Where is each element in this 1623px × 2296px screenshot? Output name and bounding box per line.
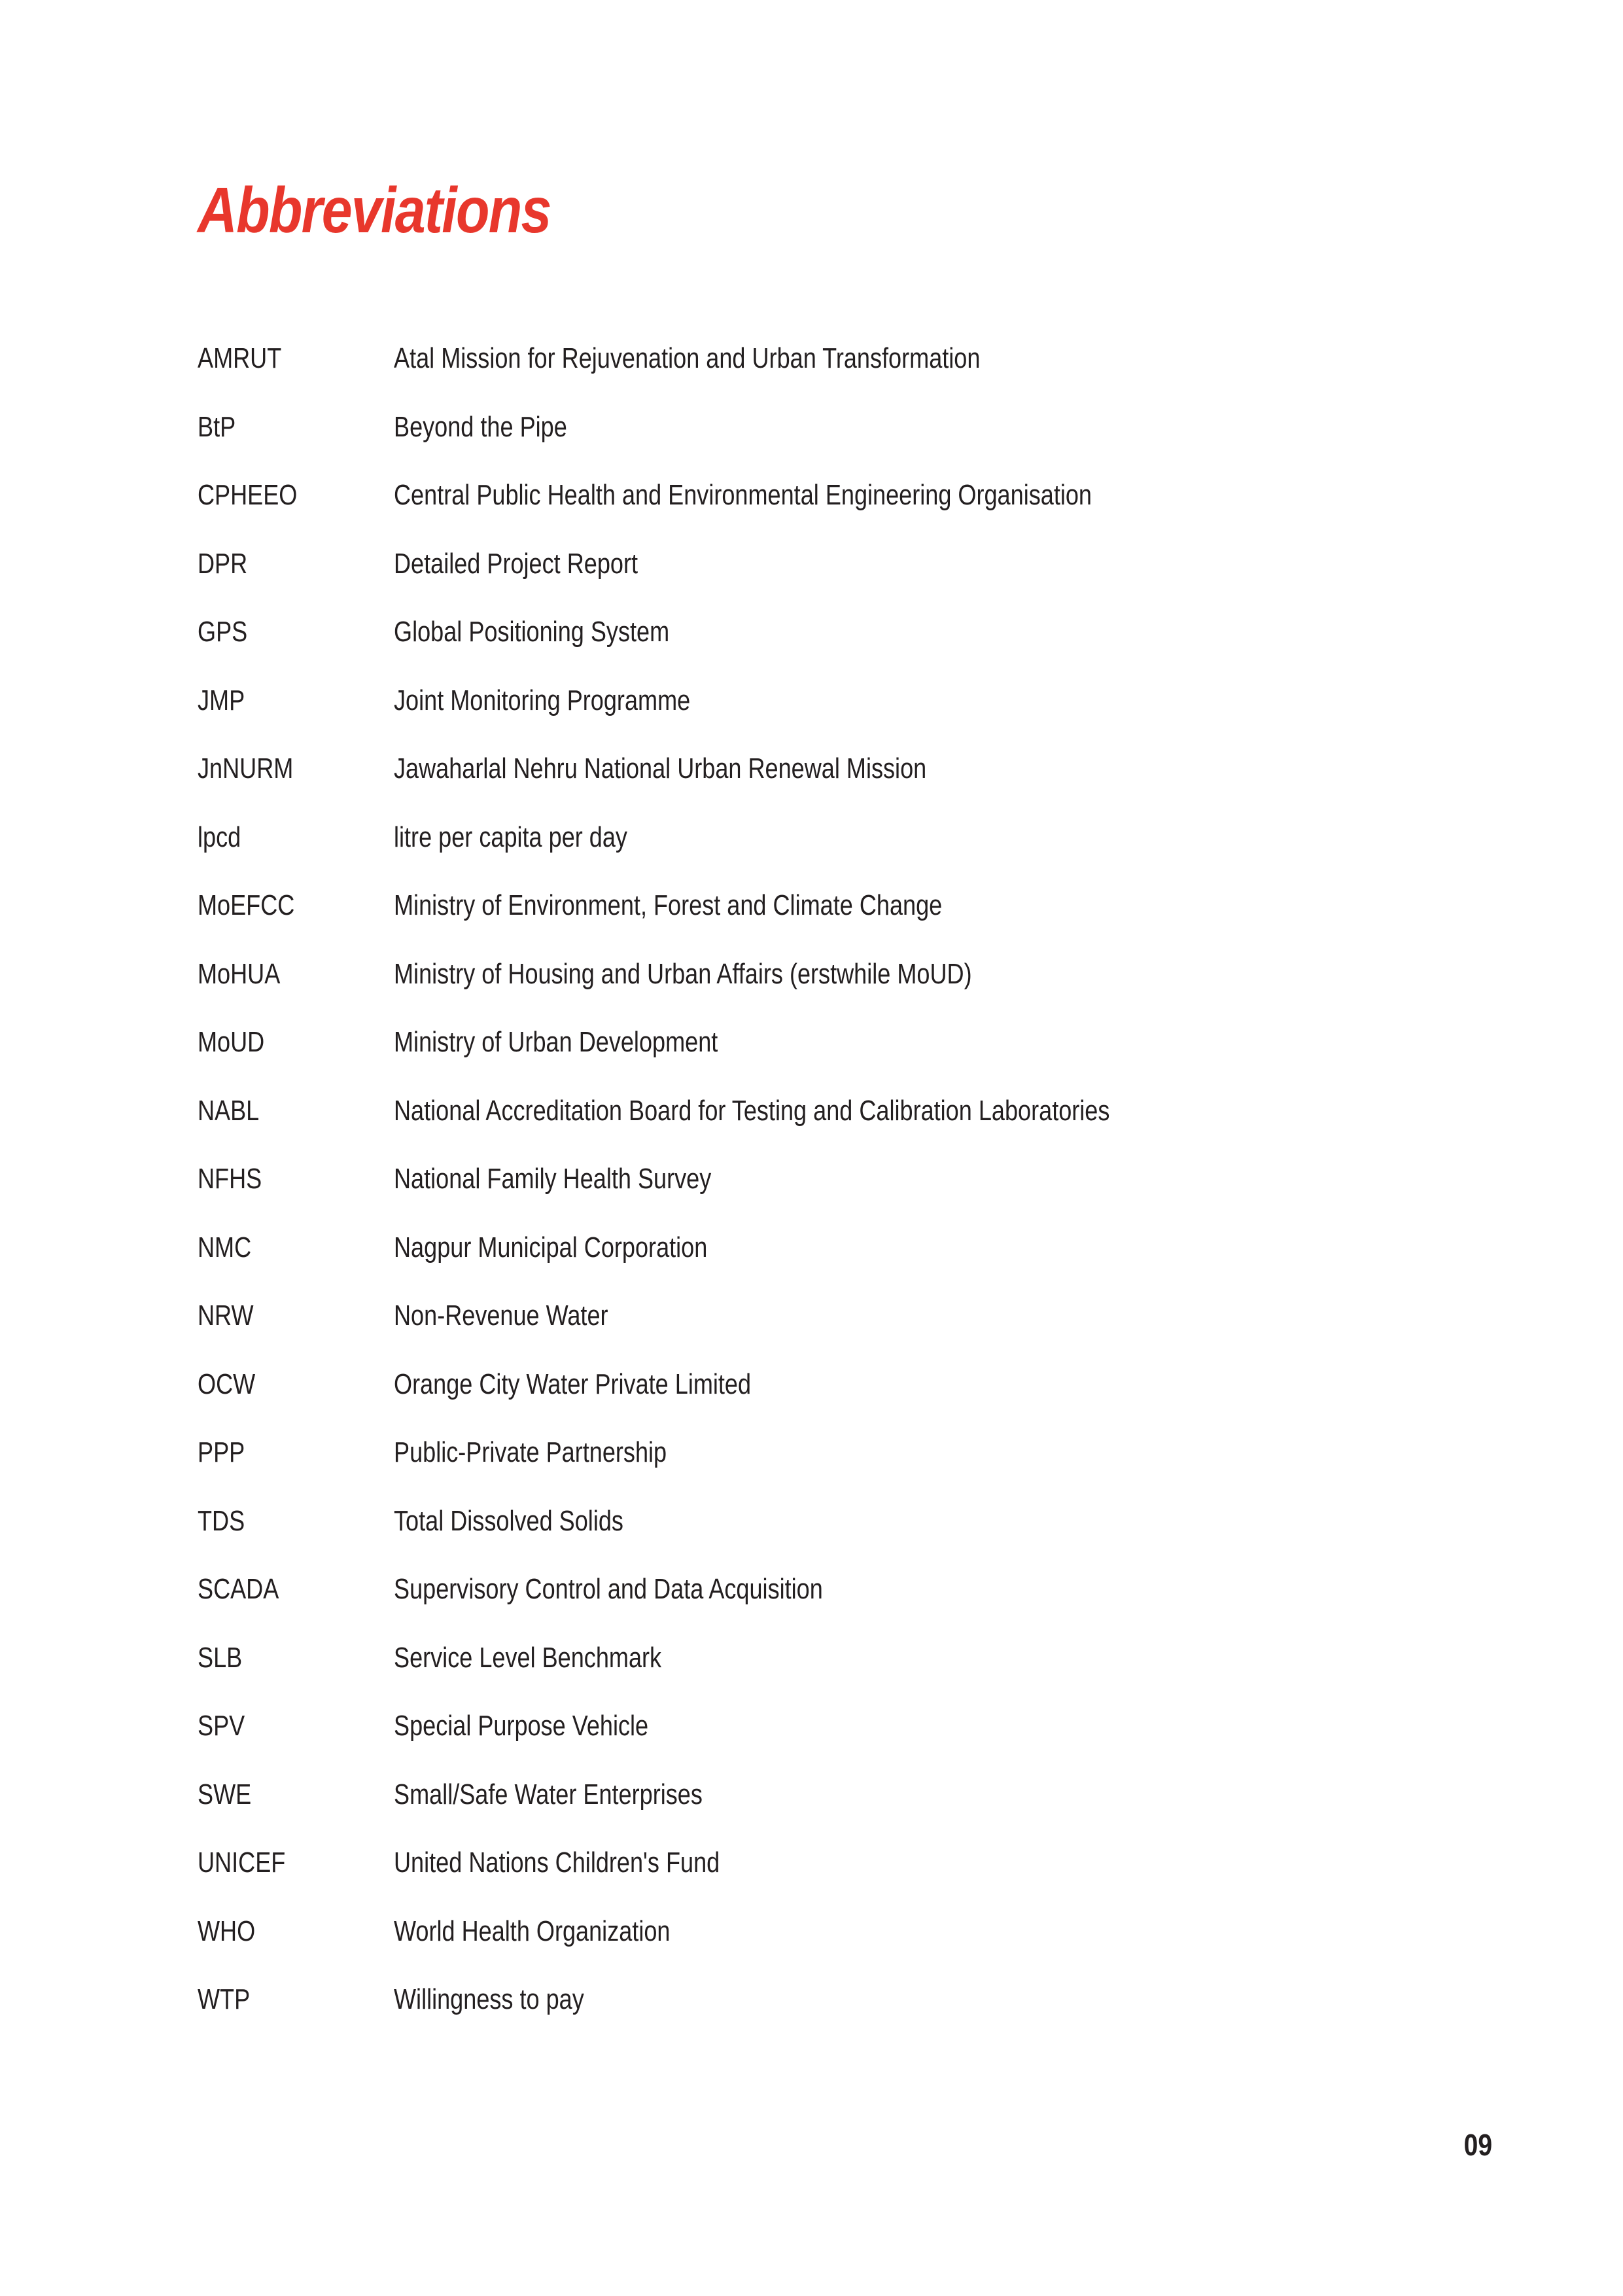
abbreviation-term: NMC [198,1231,252,1263]
abbreviation-row [198,1570,1440,1638]
abbreviation-row [198,1296,1440,1365]
abbreviation-term: WHO [198,1915,256,1947]
abbreviation-term: SWE [198,1778,252,1810]
abbreviation-definition: Global Positioning System [394,616,670,648]
page-number: 09 [1463,2128,1492,2162]
abbreviation-list [198,339,1440,2049]
abbreviation-row [198,818,1440,887]
abbreviation-row [198,1912,1440,1981]
abbreviation-definition: Jawaharlal Nehru National Urban Renewal Mission [394,752,927,785]
abbreviation-term: DPR [198,547,248,580]
abbreviation-row [198,339,1440,408]
abbreviation-term: JnNURM [198,752,294,785]
abbreviation-term: GPS [198,616,248,648]
abbreviation-definition: Beyond the Pipe [394,410,567,443]
abbreviation-term: AMRUT [198,342,282,374]
abbreviation-term: WTP [198,1983,251,2015]
abbreviation-term: lpcd [198,821,241,853]
abbreviation-row [198,1706,1440,1775]
abbreviation-row [198,1980,1440,2049]
abbreviation-row [198,544,1440,613]
abbreviation-term: SPV [198,1710,245,1742]
abbreviation-row [198,1159,1440,1228]
abbreviation-definition: National Accreditation Board for Testing and Calibration Laboratories [394,1094,1110,1127]
abbreviation-definition: Nagpur Municipal Corporation [394,1231,708,1263]
abbreviation-definition: Small/Safe Water Enterprises [394,1778,703,1810]
abbreviation-term: SLB [198,1641,243,1674]
abbreviation-term: BtP [198,410,236,443]
abbreviation-row [198,1228,1440,1297]
abbreviation-definition: Total Dissolved Solids [394,1504,623,1537]
abbreviation-row [198,1638,1440,1707]
abbreviation-term: PPP [198,1436,245,1468]
abbreviation-term: OCW [198,1368,256,1400]
abbreviation-term: MoEFCC [198,889,295,921]
abbreviation-definition: World Health Organization [394,1915,671,1947]
abbreviation-definition: Joint Monitoring Programme [394,684,691,716]
abbreviation-term: NRW [198,1299,254,1332]
abbreviation-row [198,408,1440,476]
abbreviation-term: NABL [198,1094,260,1127]
abbreviation-definition: Service Level Benchmark [394,1641,662,1674]
abbreviation-row [198,1775,1440,1844]
abbreviation-definition: Supervisory Control and Data Acquisition [394,1573,823,1605]
abbreviation-definition: Central Public Health and Environmental Engineering Organisation [394,479,1092,511]
abbreviation-definition: United Nations Children's Fund [394,1846,720,1879]
abbreviation-term: TDS [198,1504,245,1537]
abbreviation-term: CPHEEO [198,479,298,511]
abbreviation-definition: Public-Private Partnership [394,1436,667,1468]
abbreviation-term: SCADA [198,1573,279,1605]
abbreviation-term: JMP [198,684,245,716]
abbreviation-definition: Special Purpose Vehicle [394,1710,649,1742]
abbreviation-definition: litre per capita per day [394,821,627,853]
abbreviation-row [198,612,1440,681]
abbreviation-row [198,1433,1440,1502]
abbreviation-term: NFHS [198,1163,262,1195]
abbreviation-definition: Ministry of Urban Development [394,1026,718,1058]
abbreviation-definition: Orange City Water Private Limited [394,1368,752,1400]
abbreviation-row [198,749,1440,818]
abbreviation-definition: Ministry of Environment, Forest and Climate Change [394,889,943,921]
abbreviation-row [198,1091,1440,1160]
abbreviation-definition: Detailed Project Report [394,547,638,580]
abbreviation-row [198,955,1440,1023]
abbreviation-definition: Atal Mission for Rejuvenation and Urban Transformation [394,342,981,374]
abbreviation-definition: National Family Health Survey [394,1163,712,1195]
abbreviation-row [198,476,1440,544]
abbreviation-definition: Willingness to pay [394,1983,584,2015]
abbreviation-row [198,1843,1440,1912]
abbreviation-row [198,886,1440,955]
abbreviation-row [198,1502,1440,1570]
abbreviation-term: MoHUA [198,957,281,990]
abbreviation-row [198,1023,1440,1091]
abbreviation-definition: Non-Revenue Water [394,1299,608,1332]
abbreviation-term: UNICEF [198,1846,286,1879]
abbreviation-definition: Ministry of Housing and Urban Affairs (erstwhile MoUD) [394,957,972,990]
abbreviation-row [198,1365,1440,1434]
page-title: Abbreviations [198,174,551,246]
abbreviation-term: MoUD [198,1026,265,1058]
abbreviation-row [198,681,1440,750]
